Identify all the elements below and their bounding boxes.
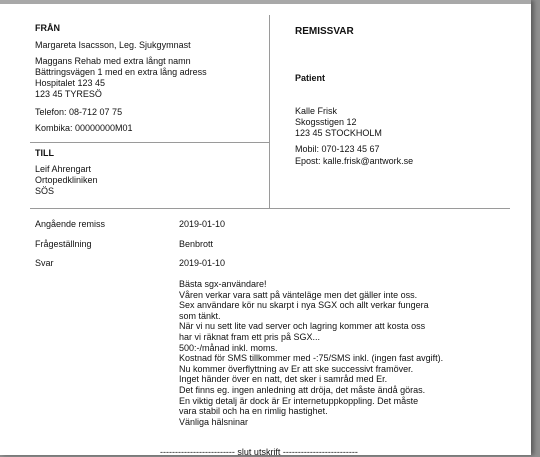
patient-address — [295, 106, 382, 139]
field-value-referral: 2019-01-10 — [179, 219, 226, 229]
field-value-answer: 2019-01-10 — [179, 258, 226, 268]
patient-email: Epost: kalle.frisk@antwork.se — [295, 156, 414, 166]
sender-address-line: Maggans Rehab med extra långt namn — [35, 56, 191, 66]
patient-mobile: Mobil: 070-123 45 67 — [295, 144, 380, 154]
recipient-line: Leif Ahrengart — [35, 164, 92, 174]
message-line: Det finns eg. ingen anledning att dröja, det måste ändå göras. — [179, 384, 426, 395]
answer-message — [179, 279, 443, 427]
message-line: Inget händer över en natt, det sker i samråd med Er. — [179, 374, 388, 385]
sender-phone: Telefon: 08-712 07 75 — [35, 107, 123, 117]
message-line: vara stabil och ha en rimlig hastighet. — [179, 406, 328, 417]
message-line: Sex användare kör nu skarpt i nya SGX och allt verkar fungera — [179, 300, 429, 311]
patient-city: 123 45 STOCKHOLM — [295, 128, 382, 138]
sender-address-line: 123 45 TYRESÖ — [35, 89, 102, 99]
message-line: Kostnad för SMS tillkommer med -:75/SMS inkl. (ingen fast avgift). — [179, 353, 444, 364]
recipient-line: Ortopedkliniken — [35, 175, 98, 185]
patient-street: Skogsstigen 12 — [295, 117, 357, 127]
sender-kombika: Kombika: 00000000M01 — [35, 123, 133, 133]
field-label-referral: Angående remiss — [35, 219, 106, 229]
sender-address-line: Hospitalet 123 45 — [35, 78, 106, 88]
patient-name: Kalle Frisk — [295, 106, 338, 116]
column-divider — [269, 15, 270, 208]
message-line: 500:-/månad inkl. moms. — [179, 342, 278, 353]
sender-address — [35, 56, 207, 100]
message-line: Nu kommer överflyttning av Er att ske successivt framöver. — [179, 363, 414, 374]
sender-address-line: Bättringsvägen 1 med en extra lång adress — [35, 67, 207, 77]
message-line: En viktig detalj är dock är Er internetuppkoppling. Det måste — [179, 395, 419, 406]
from-to-divider — [30, 142, 269, 143]
header-divider — [30, 208, 510, 209]
message-line: Bästa sgx-användare! — [179, 279, 267, 289]
sender-name: Margareta Isacsson, Leg. Sjukgymnast — [35, 40, 191, 50]
patient-heading: Patient — [295, 73, 326, 83]
to-heading: TILL — [35, 148, 54, 158]
recipient-line: SÖS — [35, 186, 55, 196]
field-label-answer: Svar — [35, 258, 54, 268]
message-line: Våren verkar vara satt på vänteläge men det gäller inte oss. — [179, 289, 418, 300]
document-title: REMISSVAR — [295, 26, 354, 37]
recipient-block — [35, 164, 98, 197]
page-top-edge — [0, 0, 531, 4]
field-label-question: Frågeställning — [35, 239, 92, 249]
end-of-printout: ------------------------- slut utskrift ------------------------- — [160, 447, 358, 457]
message-line: som tänkt. — [179, 310, 221, 321]
message-line: Vänliga hälsninar — [179, 416, 249, 427]
message-line: har vi räknat fram ett pris på SGX... — [179, 331, 321, 342]
message-line: När vi nu sett lite vad server och lagring kommer att kosta oss — [179, 321, 426, 332]
from-heading: FRÅN — [35, 23, 60, 33]
field-value-question: Benbrott — [179, 239, 214, 249]
